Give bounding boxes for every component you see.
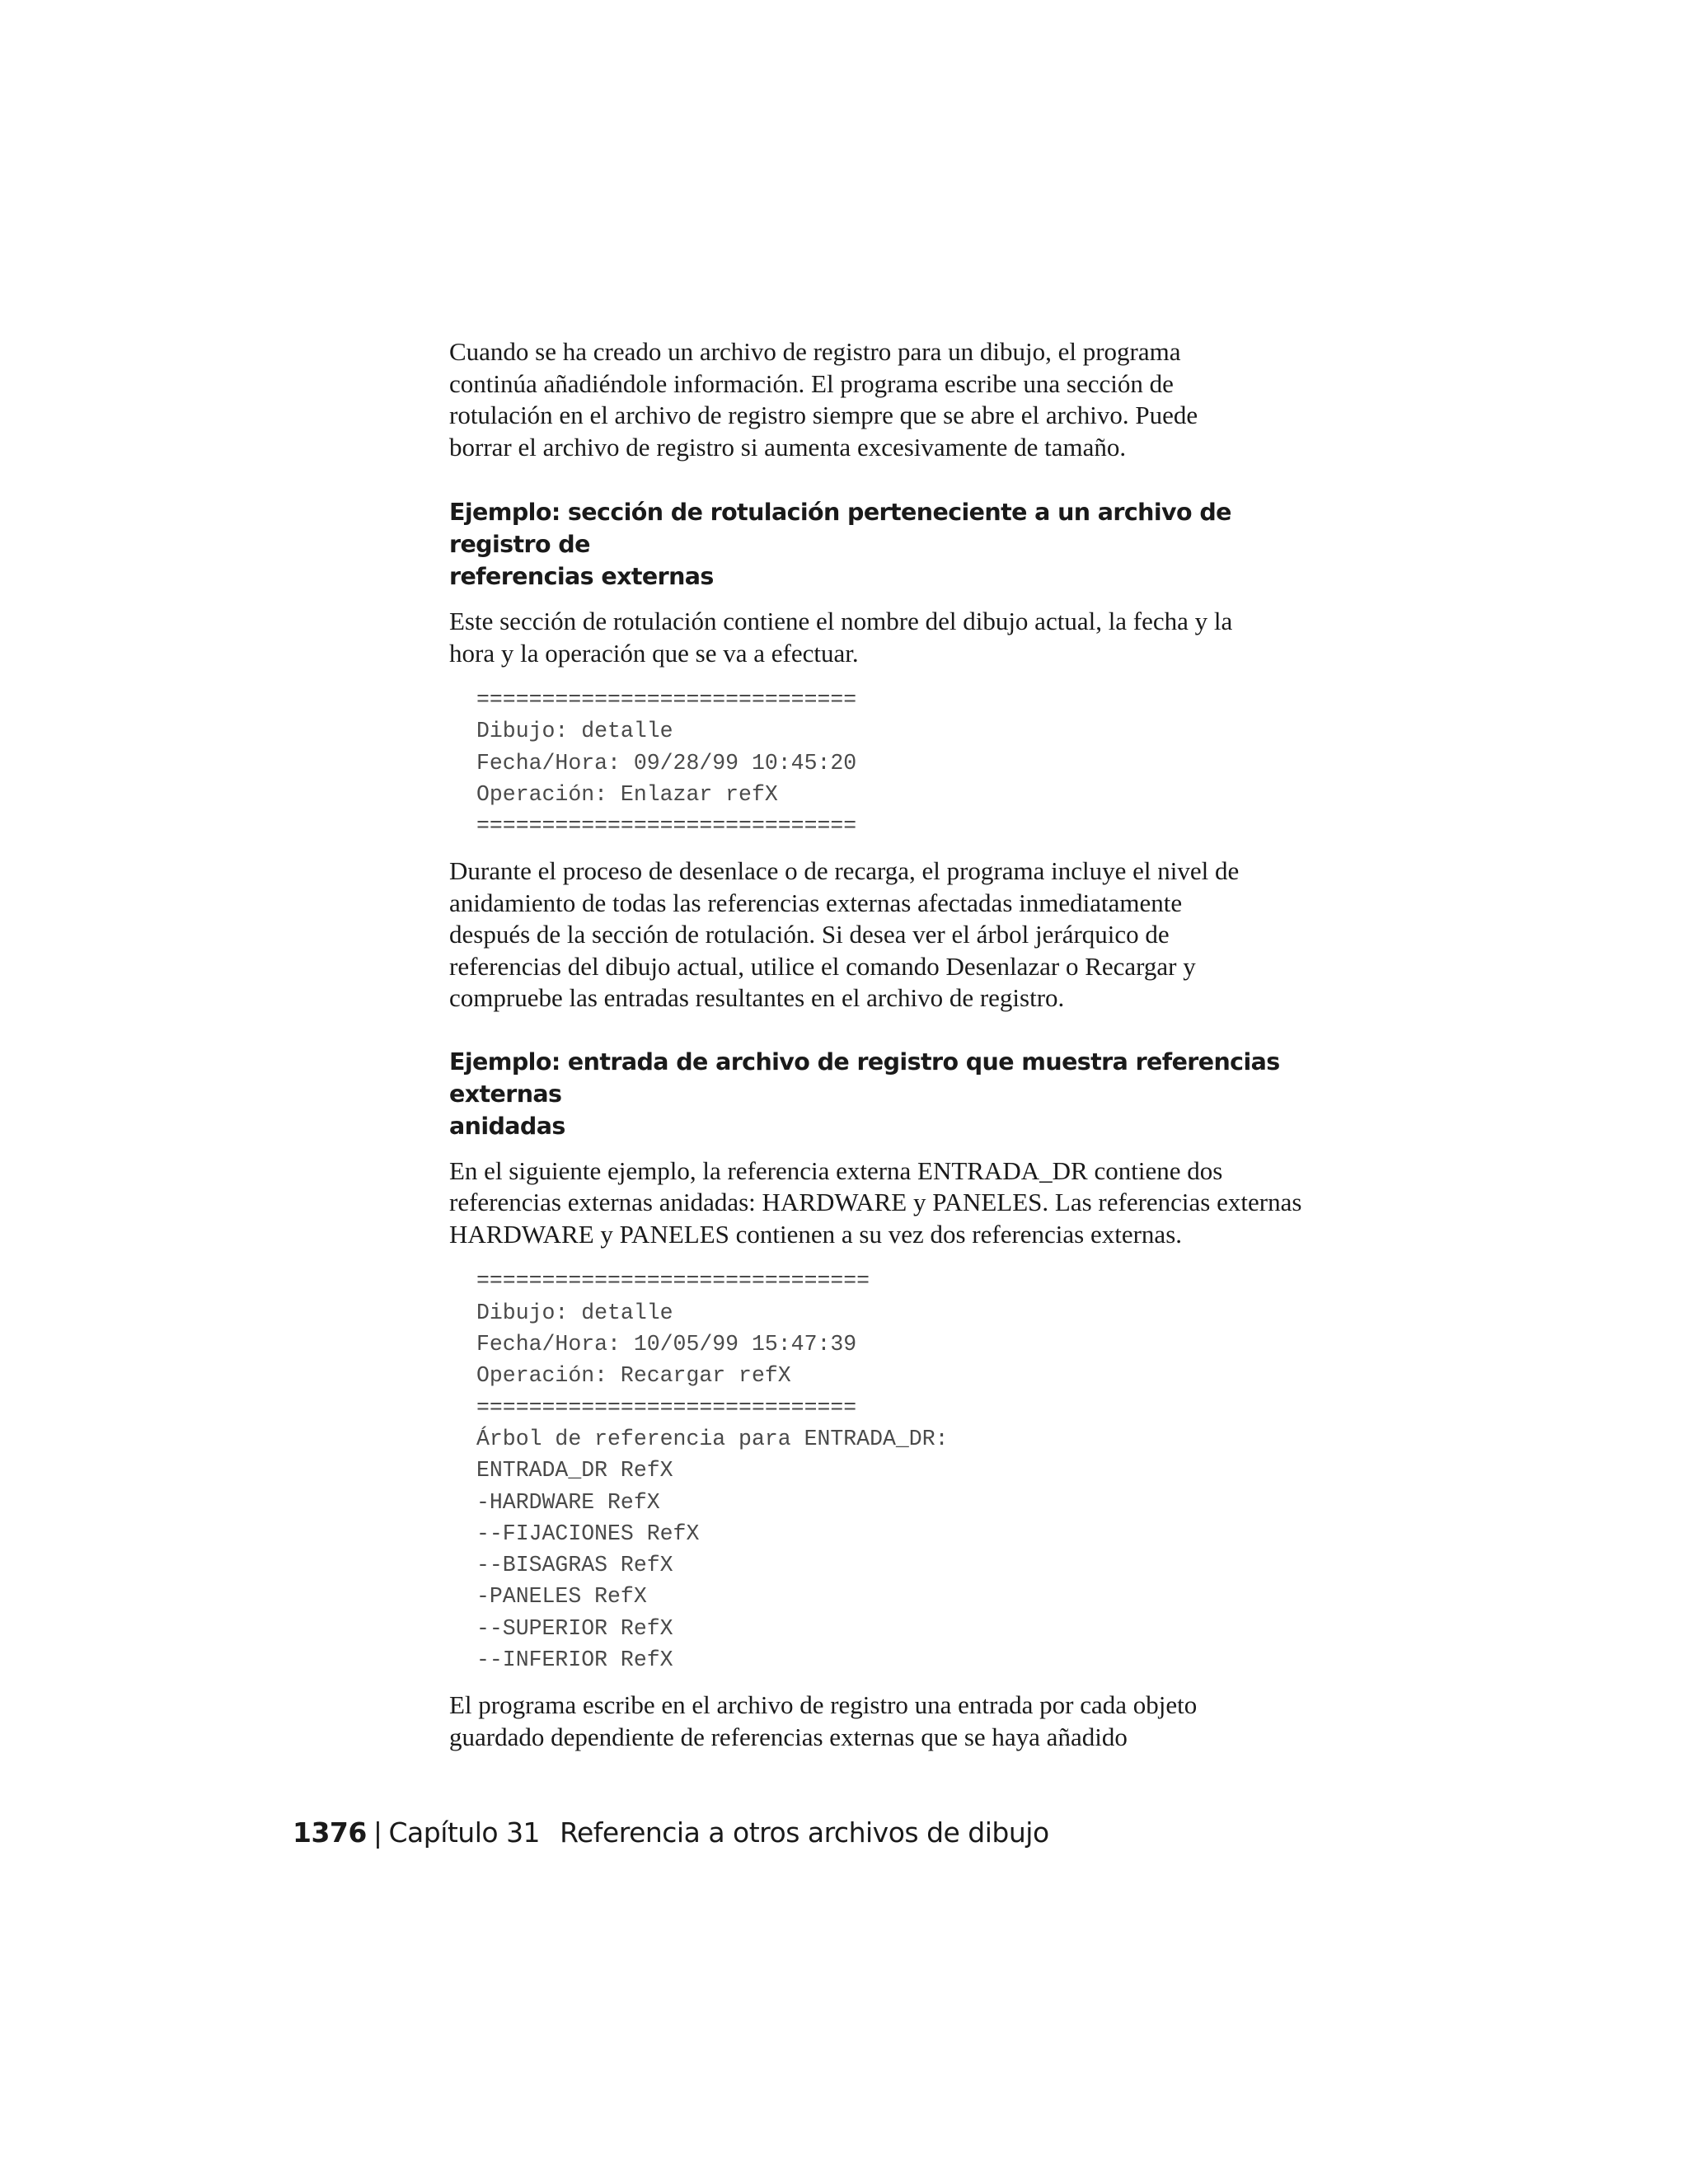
nesting-level-paragraph: Durante el proceso de desenlace o de recarga, el programa incluye el nivel de anidamiento de todas las referencias externas afectadas inmediatamente después de la sección de rotulación. Si desea ver el árbol jerárquico de referencias del dibujo actual, utilice el comando Desenlazar o Recargar y compruebe las entradas resultantes en el archivo de registro. xyxy=(449,856,1240,1013)
intro-paragraph: Cuando se ha creado un archivo de registro para un dibujo, el programa continúa añadiéndole información. El programa escribe una sección de rotulación en el archivo de registro siempre que se abre el archivo. Puede borrar el archivo de registro si aumenta excesivamente de tamaño. xyxy=(449,337,1198,462)
code-block-header-section: ============================= Dibujo: detalle Fecha/Hora: 09/28/99 10:45:20 Operación: Enlazar refX ============================= xyxy=(476,687,857,839)
code-block-nested-xrefs: ============================== Dibujo: detalle Fecha/Hora: 10/05/99 15:47:39 Operación: Recargar refX ============================= Árbol de referencia para ENTRADA_DR: ENTRADA_DR RefX -HARDWARE RefX --FIJACIONES RefX --BISAGRAS RefX -PANELES RefX --SUPERIOR RefX --INFERIOR RefX xyxy=(476,1268,949,1673)
header-section-description: Este sección de rotulación contiene el nombre del dibujo actual, la fecha y la hora y la operación que se va a efectuar. xyxy=(449,607,1233,668)
page-footer xyxy=(293,1815,1049,1851)
nested-xrefs-description: En el siguiente ejemplo, la referencia externa ENTRADA_DR contiene dos referencias externas anidadas: HARDWARE y PANELES. Las referencias externas HARDWARE y PANELES contienen a su vez dos referencias externas. xyxy=(449,1155,1302,1249)
page-number: 1376 xyxy=(293,1816,367,1849)
page-body xyxy=(449,336,1335,1753)
example-heading-header-section: Ejemplo: sección de rotulación perteneciente a un archivo de registro de referencias externas xyxy=(449,499,1231,590)
closing-paragraph: El programa escribe en el archivo de registro una entrada por cada objeto guardado dependiente de referencias externas que se haya añadido xyxy=(449,1690,1198,1751)
example-heading-nested-xrefs: Ejemplo: entrada de archivo de registro que muestra referencias externas anidadas xyxy=(449,1047,1280,1140)
chapter-title: Referencia a otros archivos de dibujo xyxy=(560,1816,1049,1849)
footer-separator: | xyxy=(373,1816,382,1849)
chapter-label: Capítulo 31 xyxy=(388,1816,541,1849)
